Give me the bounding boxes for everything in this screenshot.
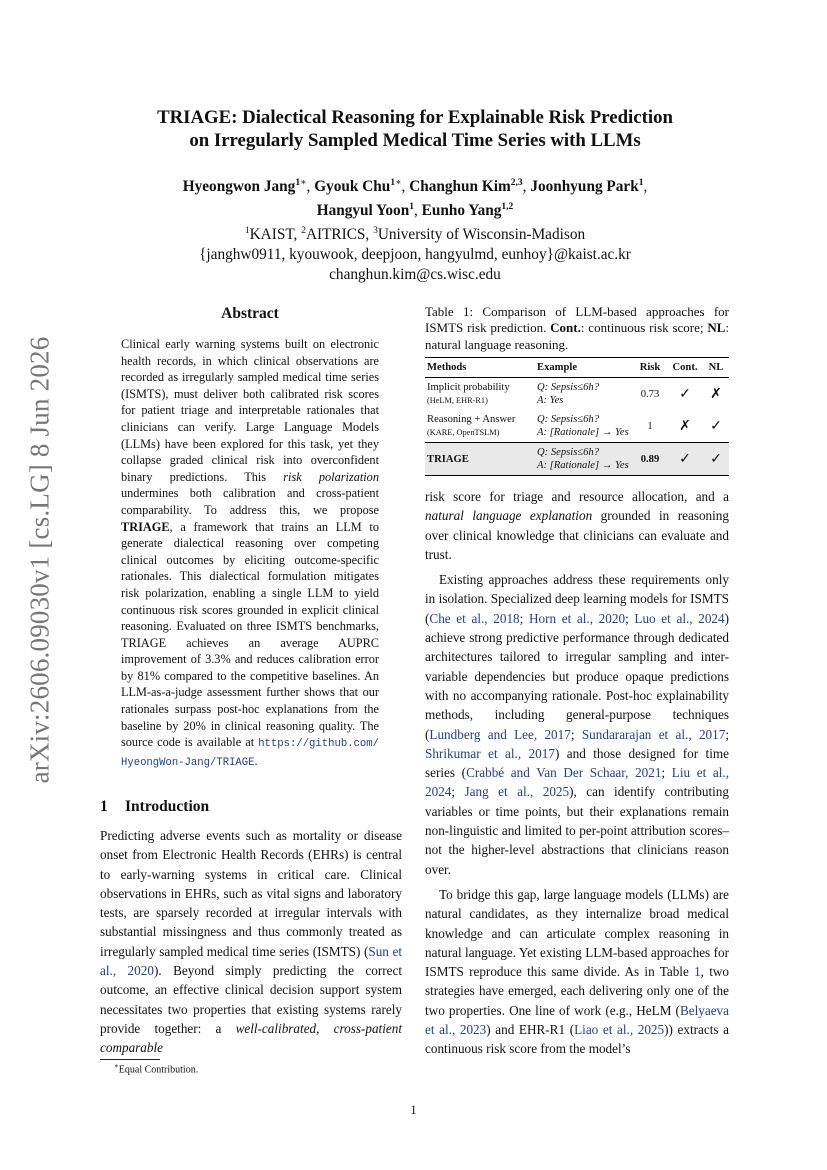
paragraph: risk score for triage and resource allocation, and a natural language explanation grounded in reasoning over clinical knowledge that clinicians can evaluate and trust.: [425, 489, 729, 562]
check-icon: ✓: [667, 443, 703, 476]
introduction-body: Predicting adverse events such as mortality or disease onset from Electronic Health Records (EHRs) is central to early-warning systems in critical care. Clinical observations in EHRs, such as vital signs and laboratory tests, are sparsely recorded at irregular intervals with substantial missingness and thus commonly treated as irregularly sampled medical time series (ISMTS) (Sun et al., 2020). Beyond simply predicting the correct outcome, an effective clinical decision support system necessitates two properties that existing systems rarely provide together: a well-calibrated, cross-patient comparable: [100, 828, 402, 1056]
citation-link[interactable]: Liao et al., 2025: [574, 1022, 665, 1038]
column-header: Cont.: [667, 358, 703, 378]
paragraph: Existing approaches address these requirements only in isolation. Specialized deep learning models for ISMTS (Che et al., 2018; Horn et al., 2020; Luo et al., 2024) achieve strong predictive performance through dedicated architectures tailored to irregular sampling and inter-variable dependencies but produce opaque predictions with no accompanying rationale. Post-hoc explainability methods, including general-purpose techniques (Lundberg and Lee, 2017; Sundararajan et al., 2017; Shrikumar et al., 2017) and those designed for time series (Crabbé and Van Der Schaar, 2021; Liu et al., 2024; Jang et al., 2025), can identify contributing variables or time points, but their explanations remain non-linguistic and limited to per-point attribution scores–not the higher-level abstractions that clinicians reason over.: [425, 572, 730, 877]
footnote: ∗Equal Contribution.: [114, 1062, 199, 1076]
author-names: Hyeongwon Jang$^{1∗}$, Gyouk Chu$^{1∗}$, Changhun Kim$^{2,3}$, Joonhyung Park$^1$,: [182, 178, 648, 196]
author-name: Changhun Kim: [409, 178, 511, 196]
email-line-2: changhun.kim@cs.wisc.edu: [329, 266, 501, 284]
citation-link[interactable]: Jang et al., 2025: [464, 784, 570, 800]
method-cell: TRIAGE: [425, 443, 535, 476]
example-cell: Q: Sepsis≤6h? A: Yes: [537, 382, 600, 406]
comparison-table: [425, 357, 729, 476]
author-name: Hyeongwon Jang: [182, 178, 296, 196]
author-block: [100, 173, 730, 285]
citation-link[interactable]: Luo et al., 2024: [634, 610, 725, 626]
paragraph: To bridge this gap, large language models (LLMs) are natural candidates, as they internalize broad medical knowledge and can articulate complex reasoning in natural language. Yet existing LLM-based approaches for ISMTS reproduce this same divide. As in Table 1, two strategies have emerged, each delivering only one of the two properties. One line of work (e.g., HeLM (Belyaeva et al., 2023) and EHR-R1 (Liao et al., 2025)) extracts a continuous risk score from the model’s: [425, 886, 730, 1057]
table-caption: Table 1: Comparison of LLM-based approaches for ISMTS risk prediction. Cont.: continuous risk score; NL: natural language reasoning.: [425, 304, 729, 352]
author-name: Gyouk Chu: [314, 178, 391, 196]
cross-icon: ✗: [710, 386, 722, 402]
method-cell: Reasoning + Answer (KARE, OpenTSLM): [427, 414, 516, 437]
citation-link[interactable]: Che et al., 2018: [429, 610, 520, 626]
table-row-highlighted: [425, 443, 729, 476]
column-header: Example: [535, 358, 633, 378]
citation-link[interactable]: Sun et al., 2020: [100, 943, 402, 979]
source-code-link[interactable]: https://github.com/HyeongWon-Jang/TRIAGE: [121, 738, 379, 769]
table-reference-link[interactable]: 1: [694, 964, 701, 980]
risk-cell: 0.89: [633, 443, 667, 476]
table-row: [425, 410, 729, 443]
citation-link[interactable]: Sundararajan et al., 2017: [581, 726, 726, 742]
table-header-row: [425, 358, 729, 378]
author-name: Hangyul Yoon: [316, 202, 410, 220]
citation-link[interactable]: Shrikumar et al., 2017: [425, 745, 555, 761]
arxiv-identifier: arXiv:2606.09030v1 [cs.LG] 8 Jun 2026: [24, 336, 55, 784]
column-header: Risk: [633, 358, 667, 378]
author-name: Eunho Yang: [421, 202, 502, 220]
arxiv-sidebar-stamp: [12, 290, 68, 830]
section-heading-introduction: 1 Introduction: [100, 798, 210, 815]
check-icon: ✓: [703, 443, 729, 476]
example-cell: Q: Sepsis≤6h? A: [Rationale] → Yes: [537, 414, 629, 438]
risk-cell: 1: [647, 420, 653, 432]
column-header: Methods: [425, 358, 535, 378]
risk-cell: 0.73: [640, 388, 660, 400]
author-name: Joonhyung Park: [530, 178, 639, 196]
email-line-1: {janghw0911, kyouwook, deepjoon, hangyulmd, eunhoy}@kaist.ac.kr: [199, 246, 631, 264]
check-icon: ✓: [679, 386, 691, 402]
citation-link[interactable]: Crabbé and Van Der Schaar, 2021: [466, 765, 662, 781]
check-icon: ✓: [710, 418, 722, 434]
right-column-body: [425, 487, 729, 1059]
citation-link[interactable]: Horn et al., 2020: [528, 610, 626, 626]
example-cell: Q: Sepsis≤6h? A: [Rationale] → Yes: [535, 443, 633, 476]
author-names-line-2: Hangyul Yoon$^1$, Eunho Yang$^{1,2}$: [316, 202, 514, 220]
abstract-heading: Abstract: [221, 305, 279, 322]
paper-title: [100, 106, 730, 152]
table-row: [425, 378, 729, 411]
footnote-rule: [100, 1059, 160, 1060]
citation-link[interactable]: Liu et al., 2024: [425, 765, 729, 800]
citation-link[interactable]: Lundberg and Lee, 2017: [429, 726, 571, 742]
column-header: NL: [703, 358, 729, 378]
cross-icon: ✗: [679, 418, 691, 434]
affiliations: $^1$KAIST, $^2$AITRICS, $^3$University of Wisconsin-Madison: [244, 226, 586, 244]
abstract-body: Clinical early warning systems built on electronic health records, in which clinical observations are recorded as irregularly sampled medical time series (ISMTS), must deliver both calibrated risk scores for patient triage and interpretable rationales that clinicians can verify. Large Language Models (LLMs) have been explored for this task, yet they collapse graded clinical risk into overconfident binary predictions. This risk polarization undermines both calibration and cross-patient comparability. To address this, we propose TRIAGE, a framework that trains an LLM to generate dialectical reasoning over competing clinical outcomes by eliciting outcome-specific rationales. This dialectical formulation mitigates risk polarization, enabling a single LLM to yield continuous risk scores grounded in explicit clinical reasoning. Evaluated on three ISMTS benchmarks, TRIAGE achieves an average AUPRC improvement of 3.3% and reduces calibration error by 81% compared to the competitive baselines. An LLM-as-a-judge assessment further shows that our rationales surpass post-hoc explanations from the baseline by 20% in clinical reasoning quality. The source code is available at https://github.com/HyeongWon-Jang/TRIAGE.: [121, 337, 379, 769]
title-line-2: on Irregularly Sampled Medical Time Series with LLMs: [189, 130, 641, 151]
method-cell: Implicit probability (HeLM, EHR-R1): [427, 382, 510, 405]
citation-link[interactable]: Belyaeva et al., 2023: [425, 1002, 729, 1038]
page-number: 1: [410, 1102, 417, 1117]
title-line-1: TRIAGE: Dialectical Reasoning for Explainable Risk Prediction: [157, 107, 673, 128]
